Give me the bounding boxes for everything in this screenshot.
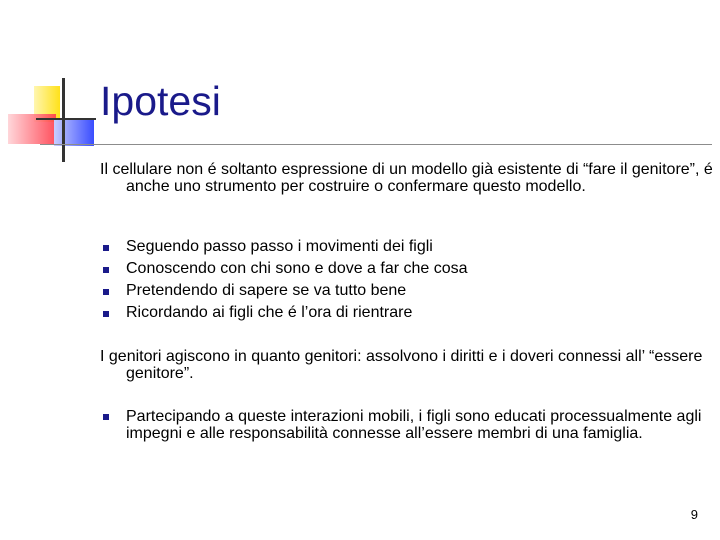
list-item: [103, 258, 468, 280]
square-bullet-icon: [103, 311, 109, 317]
list-item-text: Pretendendo di sapere se va tutto bene: [126, 282, 407, 299]
intro-paragraph: Il cellulare non é soltanto espressione di un modello già esistente di “fare il genitore”, é anche uno strumento per costruire o confermare questo modello.: [100, 161, 713, 195]
list-item-text: Conoscendo con chi sono e dove a far che cosa: [126, 260, 468, 277]
page-number: 9: [690, 507, 698, 522]
list-item: [103, 302, 468, 324]
square-bullet-icon: [103, 414, 109, 420]
square-bullet-icon: [103, 267, 109, 273]
title-divider: [40, 144, 712, 145]
square-bullet-icon: [103, 289, 109, 295]
list-item-text: Seguendo passo passo i movimenti dei figli: [126, 238, 433, 255]
parents-paragraph: I genitori agiscono in quanto genitori: assolvono i diritti e i doveri connessi all’ “essere genitore”.: [100, 348, 703, 382]
list-item: [103, 236, 468, 258]
list-item: [103, 408, 716, 442]
list-item-text: Ricordando ai figli che é l’ora di rientrare: [126, 304, 413, 321]
list-item-text: Partecipando a queste interazioni mobili, i figli sono educati processualmente agli impegni e alle responsabilità connesse all’essere membri di una famiglia.: [126, 408, 702, 442]
slide-title: Ipotesi: [100, 78, 221, 124]
list-item: [103, 280, 468, 302]
bullet-list: [103, 236, 468, 324]
square-bullet-icon: [103, 245, 109, 251]
